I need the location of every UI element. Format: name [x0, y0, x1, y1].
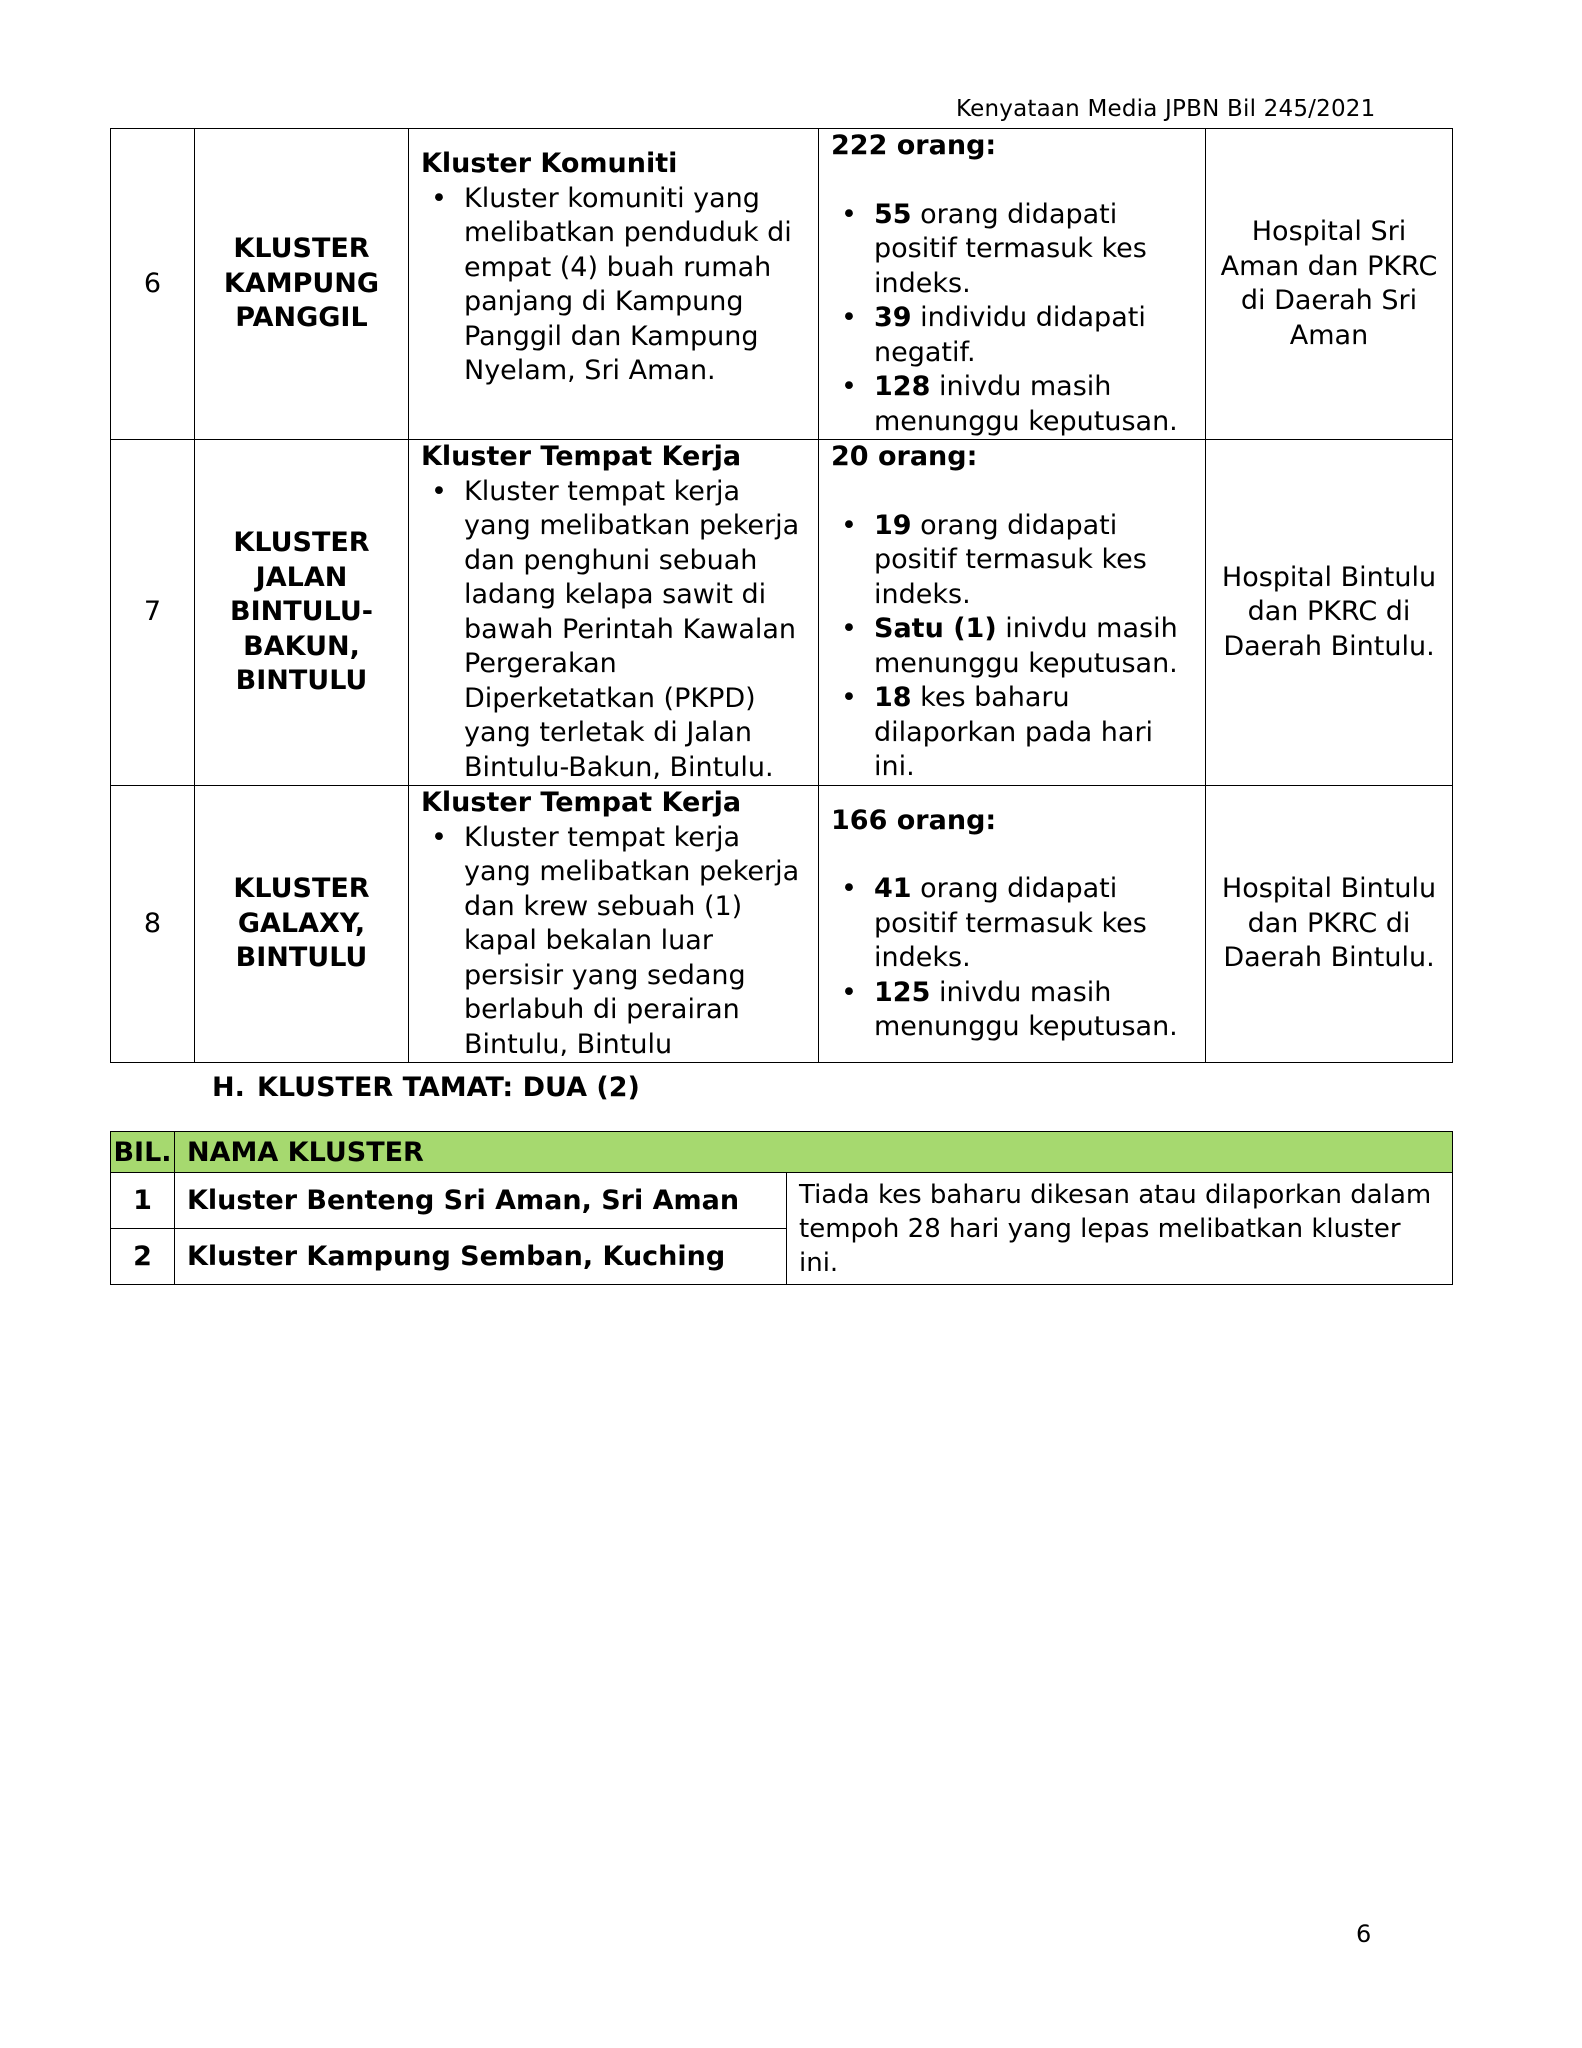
cluster-total: 166 orang: [831, 804, 997, 836]
status-count: 39 [874, 302, 912, 333]
cluster-description-cell [409, 786, 819, 1063]
active-clusters-table [110, 128, 1453, 1063]
cluster-name-line: BINTULU [235, 942, 368, 974]
status-item [831, 198, 1195, 302]
cluster-total: 20 orang: [831, 441, 978, 473]
cluster-type: Kluster Komuniti [421, 148, 678, 179]
cluster-hospital: Hospital Sri Aman dan PKRC di Daerah Sri Aman [1206, 129, 1453, 440]
document-reference: Kenyataan Media JPBN Bil 245/2021 [956, 96, 1376, 122]
cluster-description: • Kluster tempat kerja yang melibatkan pekerja dan krew sebuah (1) kapal bekalan luar persisir yang sedang berlabuh di perairan Bintulu, Bintulu [421, 821, 808, 1063]
section-letter: H. [212, 1072, 245, 1103]
cluster-name-line: KLUSTER [233, 873, 370, 905]
cluster-type: Kluster Tempat Kerja [421, 441, 742, 472]
cluster-type: Kluster Tempat Kerja [421, 787, 742, 818]
cluster-total: 222 orang: [831, 130, 997, 161]
cluster-name-line: KLUSTER [233, 233, 370, 265]
ended-cluster-name: Kluster Benteng Sri Aman, Sri Aman [175, 1173, 787, 1229]
cluster-name [195, 129, 409, 440]
cluster-description: • Kluster komuniti yang melibatkan penduduk di empat (4) buah rumah panjang di Kampung Panggil dan Kampung Nyelam, Sri Aman. [421, 182, 808, 389]
section-heading [212, 1072, 640, 1103]
status-item [831, 681, 1195, 785]
cluster-description-cell [409, 440, 819, 786]
cluster-number: 8 [111, 786, 195, 1063]
cluster-status-cell [819, 440, 1206, 786]
status-text: kes baharu dilaporkan pada hari ini. [874, 682, 1154, 783]
status-text: orang didapati positif termasuk kes indeks. [874, 509, 1147, 610]
table-row [111, 1173, 1453, 1229]
cluster-row [111, 786, 1453, 1063]
cluster-name [195, 786, 409, 1063]
column-header-bil: BIL. [111, 1132, 175, 1173]
table-header-row [111, 1132, 1453, 1173]
cluster-name-line: KAMPUNG [223, 267, 380, 299]
status-count: 128 [874, 371, 931, 402]
cluster-description: • Kluster tempat kerja yang melibatkan pekerja dan penghuni sebuah ladang kelapa sawit di bawah Perintah Kawalan Pergerakan Diperketatkan (PKPD) yang terletak di Jalan Bintulu-Bakun, Bintulu. [421, 475, 808, 786]
cluster-status-cell [819, 786, 1206, 1063]
status-text: inivdu masih menunggu keputusan. [874, 371, 1178, 437]
status-item [831, 612, 1195, 681]
status-count: 18 [874, 682, 912, 714]
status-text: individu didapati negatif. [874, 302, 1146, 368]
row-number: 1 [111, 1173, 175, 1229]
cluster-name-line: KLUSTER [233, 527, 370, 559]
cluster-description-cell [409, 129, 819, 440]
cluster-row [111, 440, 1453, 786]
status-text: orang didapati positif termasuk kes indeks. [874, 198, 1147, 299]
section-title: KLUSTER TAMAT: DUA (2) [257, 1072, 640, 1103]
cluster-name-line: BINTULU- [230, 596, 373, 628]
ended-cluster-name: Kluster Kampung Semban, Kuching [175, 1229, 787, 1285]
column-header-name: NAMA KLUSTER [175, 1132, 1453, 1173]
status-count: 125 [874, 976, 931, 1008]
cluster-row [111, 129, 1453, 440]
ended-clusters-table [110, 1131, 1453, 1285]
cluster-number: 6 [111, 129, 195, 440]
status-text: orang didapati positif termasuk kes indeks. [874, 873, 1147, 973]
status-item [831, 370, 1195, 439]
cluster-status-cell [819, 129, 1206, 440]
cluster-name-line: PANGGIL [235, 302, 368, 334]
cluster-name [195, 440, 409, 786]
cluster-hospital: Hospital Bintulu dan PKRC di Daerah Bintulu. [1206, 786, 1453, 1063]
cluster-number: 7 [111, 440, 195, 786]
cluster-name-line: BINTULU [235, 665, 368, 697]
cluster-name-line: GALAXY, [237, 907, 366, 939]
status-text: inivdu masih menunggu keputusan. [874, 976, 1178, 1042]
cluster-hospital: Hospital Bintulu dan PKRC di Daerah Bintulu. [1206, 440, 1453, 786]
status-item [831, 509, 1195, 613]
ended-note: Tiada kes baharu dikesan atau dilaporkan dalam tempoh 28 hari yang lepas melibatkan kluster ini. [787, 1173, 1453, 1285]
status-count: 55 [874, 198, 912, 230]
status-item [831, 872, 1195, 976]
status-text: inivdu masih menunggu keputusan. [874, 613, 1178, 679]
cluster-name-line: BAKUN, [243, 630, 360, 662]
page-number: 6 [1356, 1920, 1372, 1948]
status-count: Satu (1) [874, 613, 997, 645]
status-count: 41 [874, 873, 912, 904]
row-number: 2 [111, 1229, 175, 1285]
status-item [831, 976, 1195, 1045]
cluster-name-line: JALAN [255, 561, 348, 593]
status-count: 19 [874, 509, 912, 541]
status-item [831, 301, 1195, 370]
